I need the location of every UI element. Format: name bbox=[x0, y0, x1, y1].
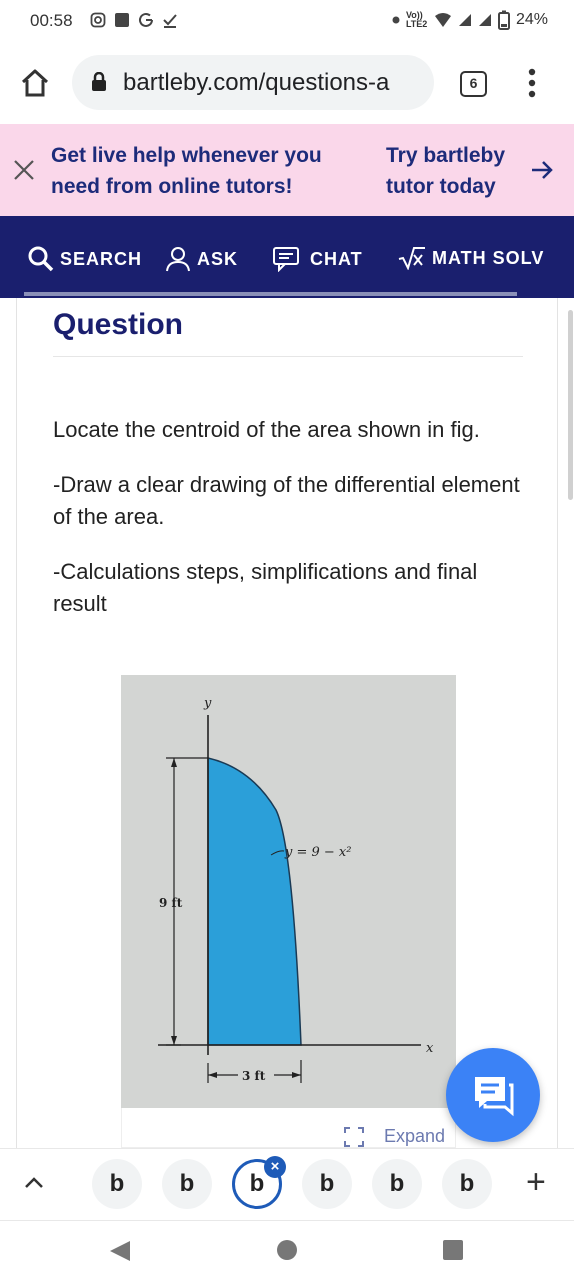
home-icon[interactable] bbox=[20, 68, 50, 98]
status-bar bbox=[0, 0, 574, 42]
back-icon[interactable] bbox=[108, 1239, 132, 1263]
recents-icon[interactable] bbox=[442, 1239, 464, 1261]
sqrt-icon bbox=[398, 246, 426, 270]
expand-icon bbox=[344, 1127, 364, 1147]
x-axis-label: x bbox=[426, 1041, 434, 1056]
nav-search[interactable] bbox=[28, 246, 142, 272]
lock-icon bbox=[91, 72, 107, 92]
question-paragraph-3: -Calculations steps, simplifications and final result bbox=[53, 559, 478, 616]
download-done-icon bbox=[162, 12, 178, 28]
wifi-icon bbox=[434, 12, 452, 28]
nav-ask-label: ASK bbox=[197, 248, 239, 269]
curve-label: y = 9 − x² bbox=[285, 845, 352, 860]
chevron-up-icon[interactable] bbox=[24, 1175, 44, 1189]
overflow-menu-icon[interactable] bbox=[527, 68, 537, 98]
width-label: 3 ft bbox=[242, 1069, 266, 1083]
new-tab-button[interactable]: + bbox=[526, 1163, 546, 1201]
y-axis-label: y bbox=[204, 696, 212, 711]
signal-icon bbox=[458, 13, 472, 27]
url-bar[interactable] bbox=[72, 55, 434, 110]
tab-item[interactable]: b bbox=[372, 1159, 422, 1209]
question-figure[interactable] bbox=[121, 675, 456, 1108]
url-text: bartleby.com/questions-a bbox=[123, 69, 390, 96]
arrow-right-icon[interactable] bbox=[530, 158, 554, 182]
shaded-area bbox=[208, 758, 301, 1045]
promo-try-tutor-link[interactable]: Try bartleby tutor today bbox=[386, 144, 506, 198]
google-icon bbox=[138, 12, 154, 28]
tab-item[interactable]: b bbox=[442, 1159, 492, 1209]
app-square-icon bbox=[114, 12, 130, 28]
status-system-icons bbox=[392, 10, 548, 30]
status-time: 00:58 bbox=[30, 11, 73, 30]
battery-level: 24% bbox=[515, 11, 548, 28]
expand-label[interactable]: Expand bbox=[384, 1126, 446, 1146]
tab-item[interactable]: b bbox=[162, 1159, 212, 1209]
promo-live-help-text: Get live help whenever you need from online tutors! bbox=[51, 144, 322, 198]
network-label: Vo)) LTE2 bbox=[405, 10, 428, 29]
search-icon bbox=[28, 246, 54, 272]
tab-item-active[interactable]: b bbox=[232, 1159, 282, 1209]
status-notification-icons bbox=[90, 12, 178, 28]
nav-chat-label: CHAT bbox=[310, 248, 363, 269]
chat-icon bbox=[272, 246, 304, 272]
signal-2-icon bbox=[478, 13, 492, 27]
browser-toolbar bbox=[0, 42, 574, 124]
height-label: 9 ft bbox=[159, 896, 183, 910]
expand-image-bar[interactable] bbox=[121, 1108, 456, 1148]
question-title: Question bbox=[53, 308, 184, 341]
dot-icon bbox=[392, 16, 400, 24]
nav-math-label: MATH SOLV bbox=[432, 247, 545, 268]
nav-math-solver[interactable] bbox=[398, 246, 544, 270]
question-paragraph-2: -Draw a clear drawing of the differential element of the area. bbox=[53, 472, 520, 529]
nav-search-label: SEARCH bbox=[60, 248, 143, 269]
nav-scroll-indicator bbox=[24, 292, 517, 296]
close-icon[interactable] bbox=[13, 159, 35, 181]
question-paragraph-1: Locate the centroid of the area shown in fig. bbox=[53, 417, 480, 442]
nav-ask[interactable] bbox=[165, 246, 238, 272]
main-nav bbox=[0, 216, 574, 298]
chat-bubble-icon bbox=[471, 1073, 515, 1117]
tab-strip bbox=[0, 1148, 574, 1220]
tab-item[interactable]: b bbox=[92, 1159, 142, 1209]
page-scrollbar[interactable] bbox=[568, 310, 573, 500]
user-icon bbox=[165, 246, 191, 272]
chat-fab-button[interactable] bbox=[446, 1048, 540, 1142]
instagram-icon bbox=[90, 12, 106, 28]
title-divider bbox=[53, 356, 523, 357]
question-card bbox=[16, 298, 558, 1148]
centroid-diagram bbox=[121, 675, 456, 1108]
battery-icon bbox=[498, 10, 510, 30]
tab-item[interactable]: b bbox=[302, 1159, 352, 1209]
close-tab-icon[interactable]: × bbox=[264, 1156, 286, 1178]
promo-banner bbox=[0, 124, 574, 216]
tab-switcher-button[interactable]: 6 bbox=[460, 71, 487, 97]
nav-chat[interactable] bbox=[272, 246, 363, 272]
home-circle-icon[interactable] bbox=[276, 1239, 298, 1261]
android-nav-bar bbox=[0, 1220, 574, 1280]
